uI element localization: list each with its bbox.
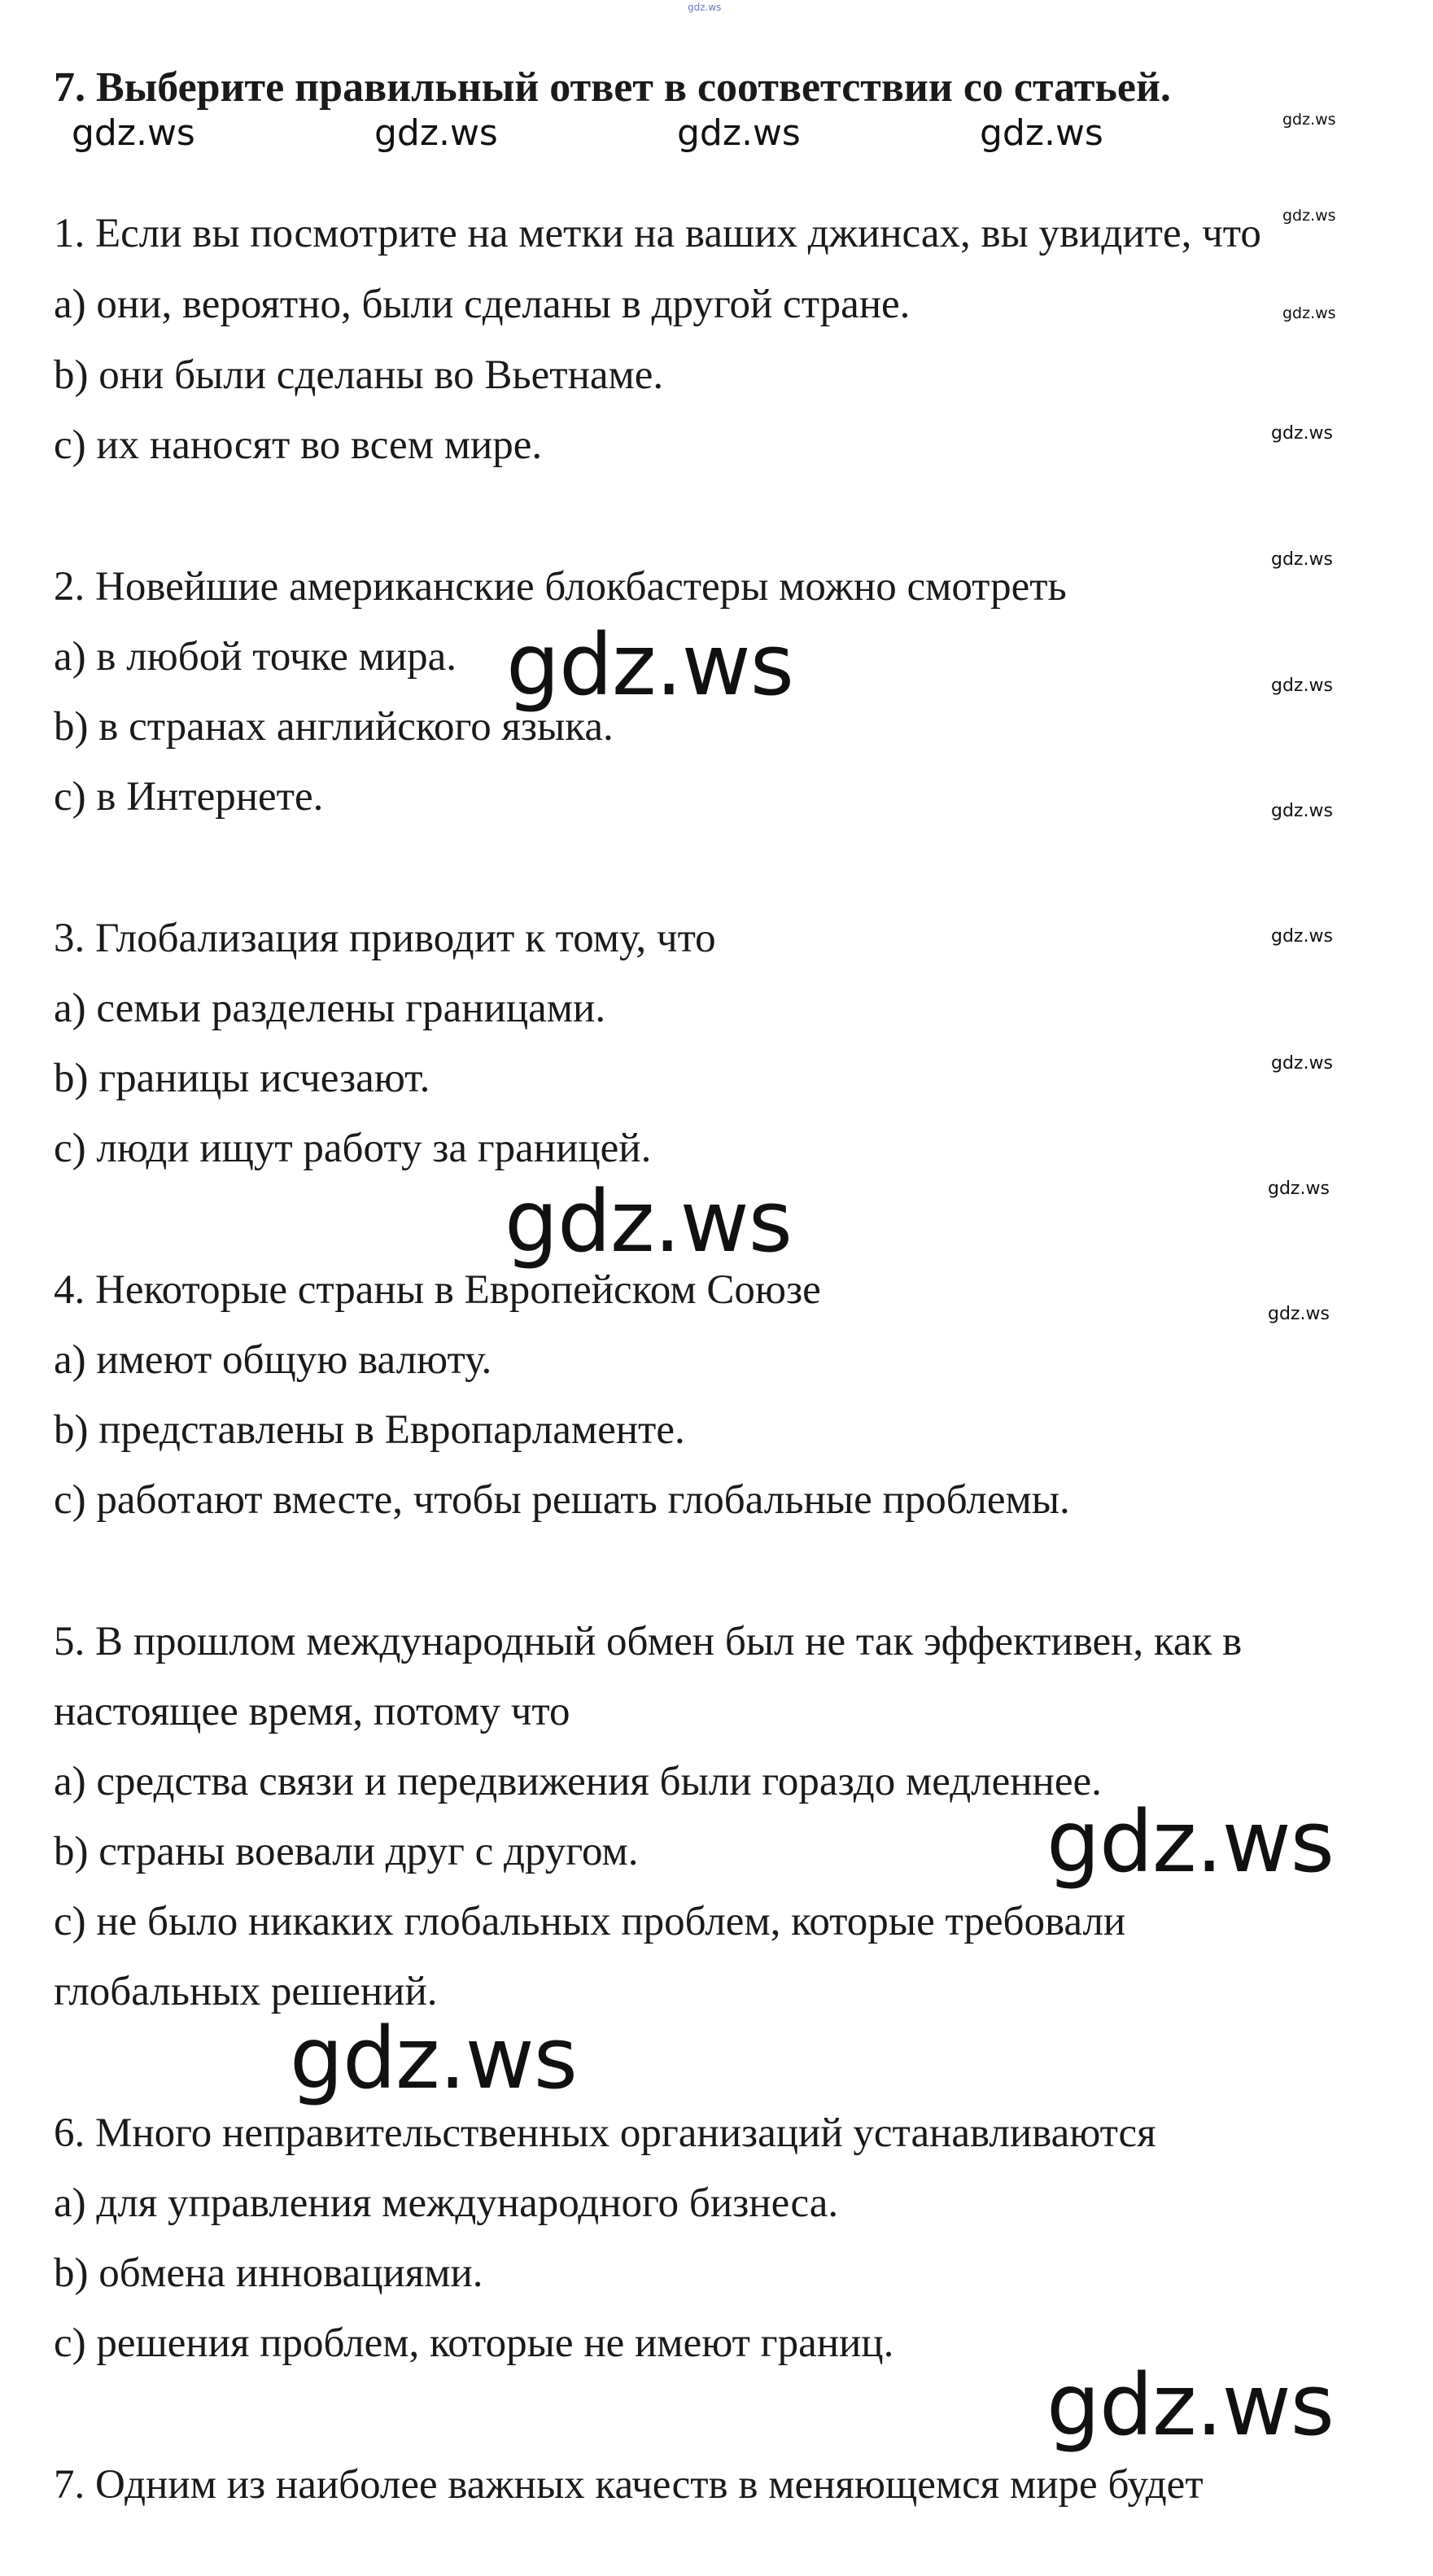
question-5-option-c-line1: c) не было никаких глобальных проблем, которые требовали xyxy=(54,1899,1126,1944)
watermark-right-1: gdz.ws xyxy=(1282,111,1336,129)
question-3-option-b: b) границы исчезают. xyxy=(54,1056,430,1101)
question-6-option-c: c) решения проблем, которые не имеют границ. xyxy=(54,2320,894,2366)
question-6-option-a: a) для управления международного бизнеса. xyxy=(54,2180,839,2226)
question-4-option-b: b) представлены в Европарламенте. xyxy=(54,1407,685,1453)
watermark-large-3: gdz.ws xyxy=(1046,1792,1334,1892)
question-5-option-c-line2: глобальных решений. xyxy=(54,1969,438,2014)
question-6-text: 6. Много неправительственных организаций устанавливаются xyxy=(54,2110,1156,2156)
exercise-title: 7. Выберите правильный ответ в соответствии со статьей. xyxy=(54,64,1171,111)
watermark-header-2: gdz.ws xyxy=(374,112,498,154)
question-5-text-line2: настоящее время, потому что xyxy=(54,1689,570,1734)
question-3-option-c: c) люди ищут работу за границей. xyxy=(54,1126,652,1171)
watermark-right-4: gdz.ws xyxy=(1271,423,1333,444)
question-2-text: 2. Новейшие американские блокбастеры можно смотреть xyxy=(54,564,1067,610)
question-3-option-a: a) семьи разделены границами. xyxy=(54,986,606,1031)
question-4-option-a: a) имеют общую валюту. xyxy=(54,1337,492,1383)
watermark-large-2: gdz.ws xyxy=(505,1172,792,1271)
question-7-text: 7. Одним из наиболее важных качеств в меняющемся мире будет xyxy=(54,2462,1204,2508)
watermark-large-4: gdz.ws xyxy=(290,2009,577,2108)
question-1-option-a: a) они, вероятно, были сделаны в другой стране. xyxy=(54,282,911,327)
watermark-right-11: gdz.ws xyxy=(1268,1304,1330,1324)
watermark-right-8: gdz.ws xyxy=(1271,926,1333,947)
question-2-option-c: c) в Интернете. xyxy=(54,774,324,820)
watermark-header-1: gdz.ws xyxy=(72,112,195,154)
question-6-option-b: b) обмена инновациями. xyxy=(54,2250,483,2296)
question-4-text: 4. Некоторые страны в Европейском Союзе xyxy=(54,1267,821,1313)
watermark-right-3: gdz.ws xyxy=(1282,304,1336,322)
question-5-text-line1: 5. В прошлом международный обмен был не так эффективен, как в xyxy=(54,1619,1243,1664)
watermark-large-1: gdz.ws xyxy=(506,615,793,715)
question-2-option-a: a) в любой точке мира. xyxy=(54,634,457,680)
question-2-option-b: b) в странах английского языка. xyxy=(54,704,614,750)
question-4-option-c: c) работают вместе, чтобы решать глобальные проблемы. xyxy=(54,1477,1070,1523)
watermark-right-6: gdz.ws xyxy=(1271,676,1333,696)
watermark-header-3: gdz.ws xyxy=(677,112,801,154)
watermark-header-4: gdz.ws xyxy=(980,112,1103,154)
watermark-tiny-top: gdz.ws xyxy=(688,2,722,13)
question-1-text: 1. Если вы посмотрите на метки на ваших джинсах, вы увидите, что xyxy=(54,211,1261,256)
watermark-right-7: gdz.ws xyxy=(1271,801,1333,821)
watermark-right-9: gdz.ws xyxy=(1271,1053,1333,1074)
question-3-text: 3. Глобализация приводит к тому, что xyxy=(54,916,716,961)
question-1-option-c: c) их наносят во всем мире. xyxy=(54,422,543,468)
watermark-right-2: gdz.ws xyxy=(1282,207,1336,225)
question-5-option-a: a) средства связи и передвижения были гораздо медленнее. xyxy=(54,1759,1102,1804)
watermark-large-5: gdz.ws xyxy=(1046,2355,1334,2455)
question-1-option-b: b) они были сделаны во Вьетнаме. xyxy=(54,352,664,398)
question-5-option-b: b) страны воевали друг с другом. xyxy=(54,1829,639,1874)
watermark-right-10: gdz.ws xyxy=(1268,1179,1330,1199)
watermark-right-5: gdz.ws xyxy=(1271,549,1333,570)
